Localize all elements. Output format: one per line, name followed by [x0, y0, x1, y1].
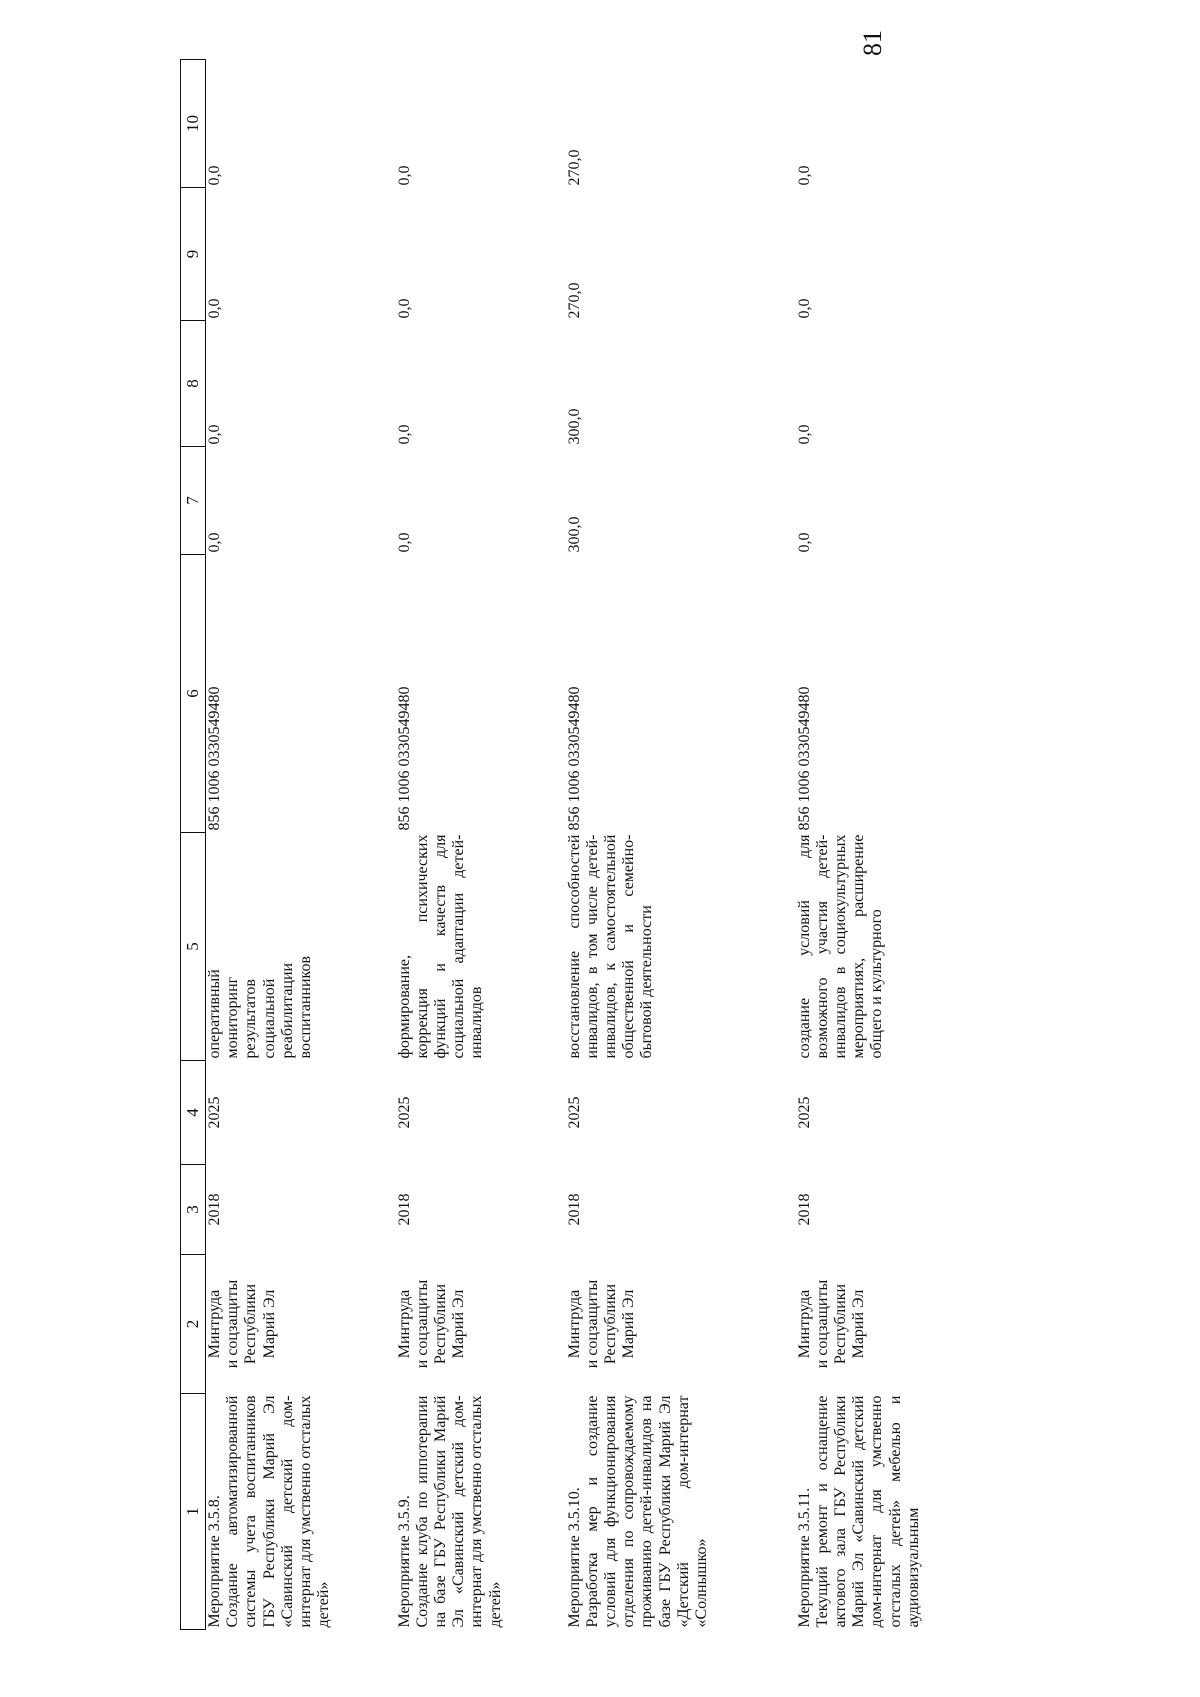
end-year: 2025	[795, 1096, 813, 1129]
executor: Минтруда и соцзащиты Республики Марий Эл	[565, 1279, 638, 1369]
expected-result: создание условий для возможного участия детей-инвалидов в социокультурных мероприятиях, расширение общего и культурного	[795, 834, 886, 1059]
page-number: 81	[858, 30, 887, 56]
col-header-6: 6	[181, 555, 206, 833]
start-year: 2018	[565, 1193, 583, 1226]
value-col-10: 0,0	[206, 165, 223, 186]
start-year: 2018	[395, 1193, 413, 1226]
expected-result: оперативный мониторинг результатов социальной реабилитации воспитанников	[206, 955, 315, 1059]
executor: Минтруда и соцзащиты Республики Марий Эл	[206, 1279, 278, 1369]
value-col-7: 0,0	[206, 532, 223, 553]
rotated-table-container	[180, 60, 940, 1630]
col-header-9: 9	[181, 188, 206, 321]
budget-code: 856 1006 0330549480	[795, 686, 813, 831]
col-header-8: 8	[181, 321, 206, 447]
value-col-10: 0,0	[795, 165, 813, 186]
table-row	[566, 60, 796, 1630]
value-col-7: 300,0	[565, 516, 583, 553]
col-header-1: 1	[181, 1394, 206, 1630]
start-year: 2018	[206, 1193, 223, 1226]
value-col-8: 300,0	[565, 408, 583, 445]
value-col-10: 0,0	[395, 165, 413, 186]
program-table	[180, 59, 946, 1630]
value-col-9: 270,0	[565, 282, 583, 319]
col-header-4: 4	[181, 1061, 206, 1165]
budget-code: 856 1006 0330549480	[565, 686, 583, 831]
measure-name: Мероприятие 3.5.9. Создание клуба по иппотерапии на базе ГБУ Республики Марий Эл «Савинский детский дом-интернат для умственно отсталых детей»	[395, 1395, 504, 1628]
budget-code: 856 1006 0330549480	[206, 686, 223, 831]
col-header-7: 7	[181, 447, 206, 555]
executor: Минтруда и соцзащиты Республики Марий Эл	[795, 1279, 868, 1369]
value-col-9: 0,0	[206, 298, 223, 319]
col-header-5: 5	[181, 833, 206, 1061]
expected-result: формирование, коррекция психических функций и качеств для социальной адаптации детей-инвалидов	[395, 834, 486, 1059]
table-row	[396, 60, 566, 1630]
start-year: 2018	[795, 1193, 813, 1226]
value-col-8: 0,0	[395, 424, 413, 445]
value-col-7: 0,0	[795, 532, 813, 553]
col-header-10: 10	[181, 60, 206, 188]
col-header-3: 3	[181, 1165, 206, 1255]
table-row	[206, 60, 396, 1630]
executor: Минтруда и соцзащиты Республики Марий Эл	[395, 1279, 468, 1369]
end-year: 2025	[206, 1096, 223, 1129]
value-col-8: 0,0	[206, 424, 223, 445]
value-col-7: 0,0	[395, 532, 413, 553]
budget-code: 856 1006 0330549480	[395, 686, 413, 831]
end-year: 2025	[395, 1096, 413, 1129]
measure-name: Мероприятие 3.5.10. Разработка мер и создание условий для функционирования отделения по сопровождаемому проживанию детей-инвалидов на базе ГБУ Республики Марий Эл «Детский дом-интернат «Солнышко»	[565, 1395, 711, 1628]
table-row	[796, 60, 946, 1630]
measure-name: Мероприятие 3.5.11. Текущий ремонт и оснащение актового зала ГБУ Республики Марий Эл «Савинский детский дом-интернат для умственно отсталых детей» мебелью и аудиовизуальным	[795, 1395, 922, 1628]
header-row	[181, 60, 206, 1630]
value-col-10: 270,0	[565, 149, 583, 186]
measure-name: Мероприятие 3.5.8. Создание автоматизированной системы учета воспитанников ГБУ Республики Марий Эл «Савинский детский дом-интернат для умственно отсталых детей»	[206, 1395, 333, 1628]
value-col-9: 0,0	[795, 298, 813, 319]
expected-result: восстановление способностей инвалидов, в том числе детей-инвалидов, к самостоятельной общественной и семейно-бытовой деятельности	[565, 834, 656, 1059]
value-col-9: 0,0	[395, 298, 413, 319]
value-col-8: 0,0	[795, 424, 813, 445]
end-year: 2025	[565, 1096, 583, 1129]
col-header-2: 2	[181, 1255, 206, 1394]
